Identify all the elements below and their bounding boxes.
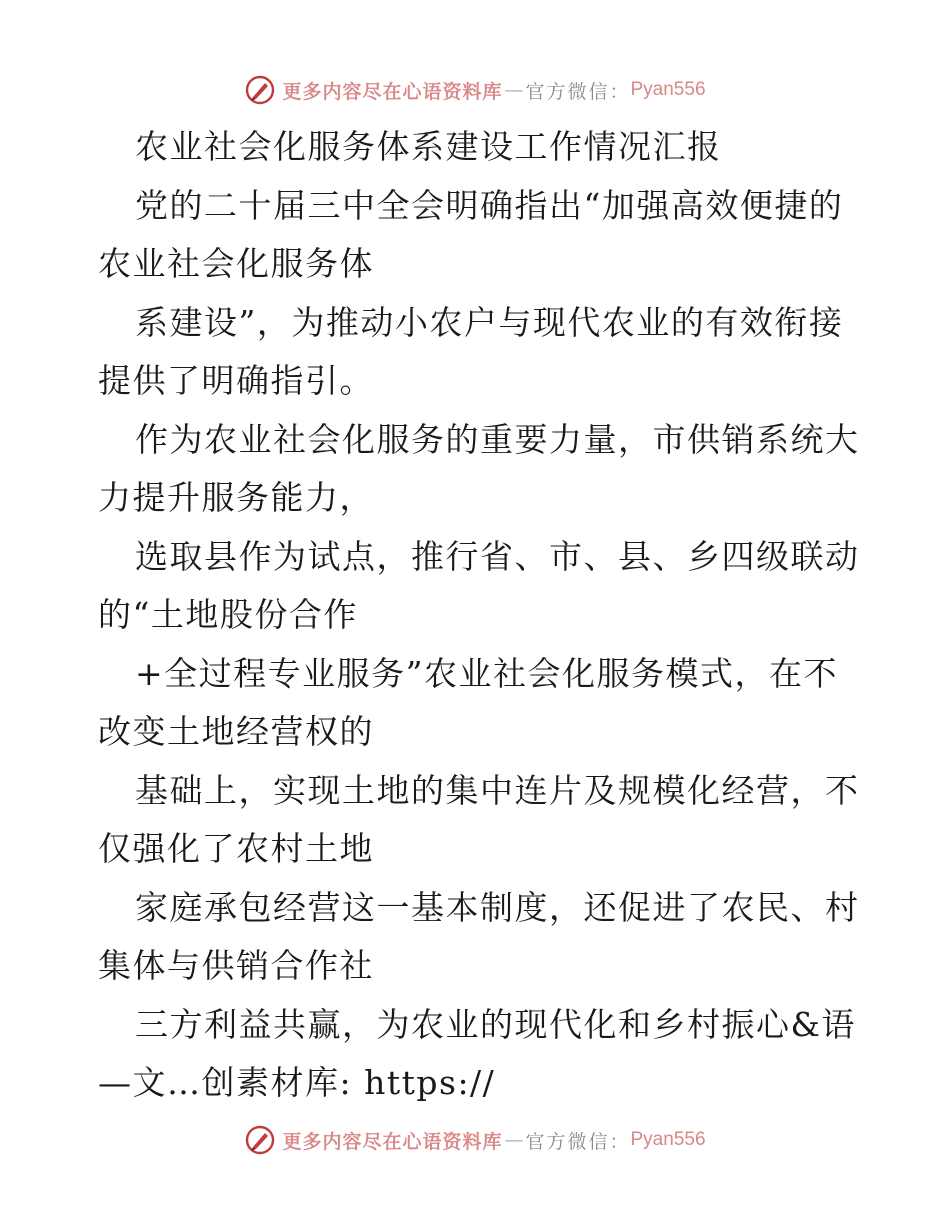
watermark-wechat-id: Pyan556: [630, 79, 706, 100]
watermark-text: 更多内容尽在心语资料库: [282, 1130, 503, 1153]
text-line: 农业社会化服务体系建设工作情况汇报: [135, 127, 722, 166]
text-line: 党的二十届三中全会明确指出“加强高效便捷的: [135, 185, 844, 225]
text-line: 系建设”，为推动小农户与现代农业的有效衔接: [135, 302, 844, 342]
text-line: 三方利益共赢，为农业的现代化和乡村振心&语: [135, 1004, 856, 1044]
text-line: 作为农业社会化服务的重要力量，市供销系统大: [135, 419, 860, 459]
text-line: 基础上，实现土地的集中连片及规模化经营，不: [135, 770, 860, 810]
text-line: 农业社会化服务体: [98, 244, 374, 283]
header-watermark: [0, 70, 950, 110]
watermark-text: 更多内容尽在心语资料库: [282, 80, 503, 103]
watermark-dash: —: [504, 1129, 524, 1151]
text-line: 改变土地经营权的: [98, 712, 374, 751]
pen-logo-icon: [244, 1124, 276, 1156]
text-line: —文…创素材库: https://: [98, 1063, 496, 1102]
watermark-wechat-id: Pyan556: [630, 1129, 706, 1150]
text-line: 提供了明确指引。: [98, 361, 374, 400]
watermark-wechat-label: 官方微信：: [525, 80, 631, 103]
watermark-wechat-label: 官方微信：: [525, 1130, 631, 1153]
watermark-dash: —: [504, 79, 524, 101]
text-line: 力提升服务能力，: [98, 478, 374, 517]
text-line: 集体与供销合作社: [98, 946, 374, 985]
document-body: [98, 118, 858, 1113]
text-line: 仅强化了农村土地: [98, 829, 374, 868]
text-line: +全过程专业服务”农业社会化服务模式，在不: [135, 653, 839, 693]
text-line: 的“土地股份合作: [98, 595, 358, 634]
footer-watermark: [0, 1120, 950, 1160]
text-line: 选取县作为试点，推行省、市、县、乡四级联动: [135, 536, 860, 576]
text-line: 家庭承包经营这一基本制度，还促进了农民、村: [135, 887, 860, 927]
pen-logo-icon: [244, 74, 276, 106]
